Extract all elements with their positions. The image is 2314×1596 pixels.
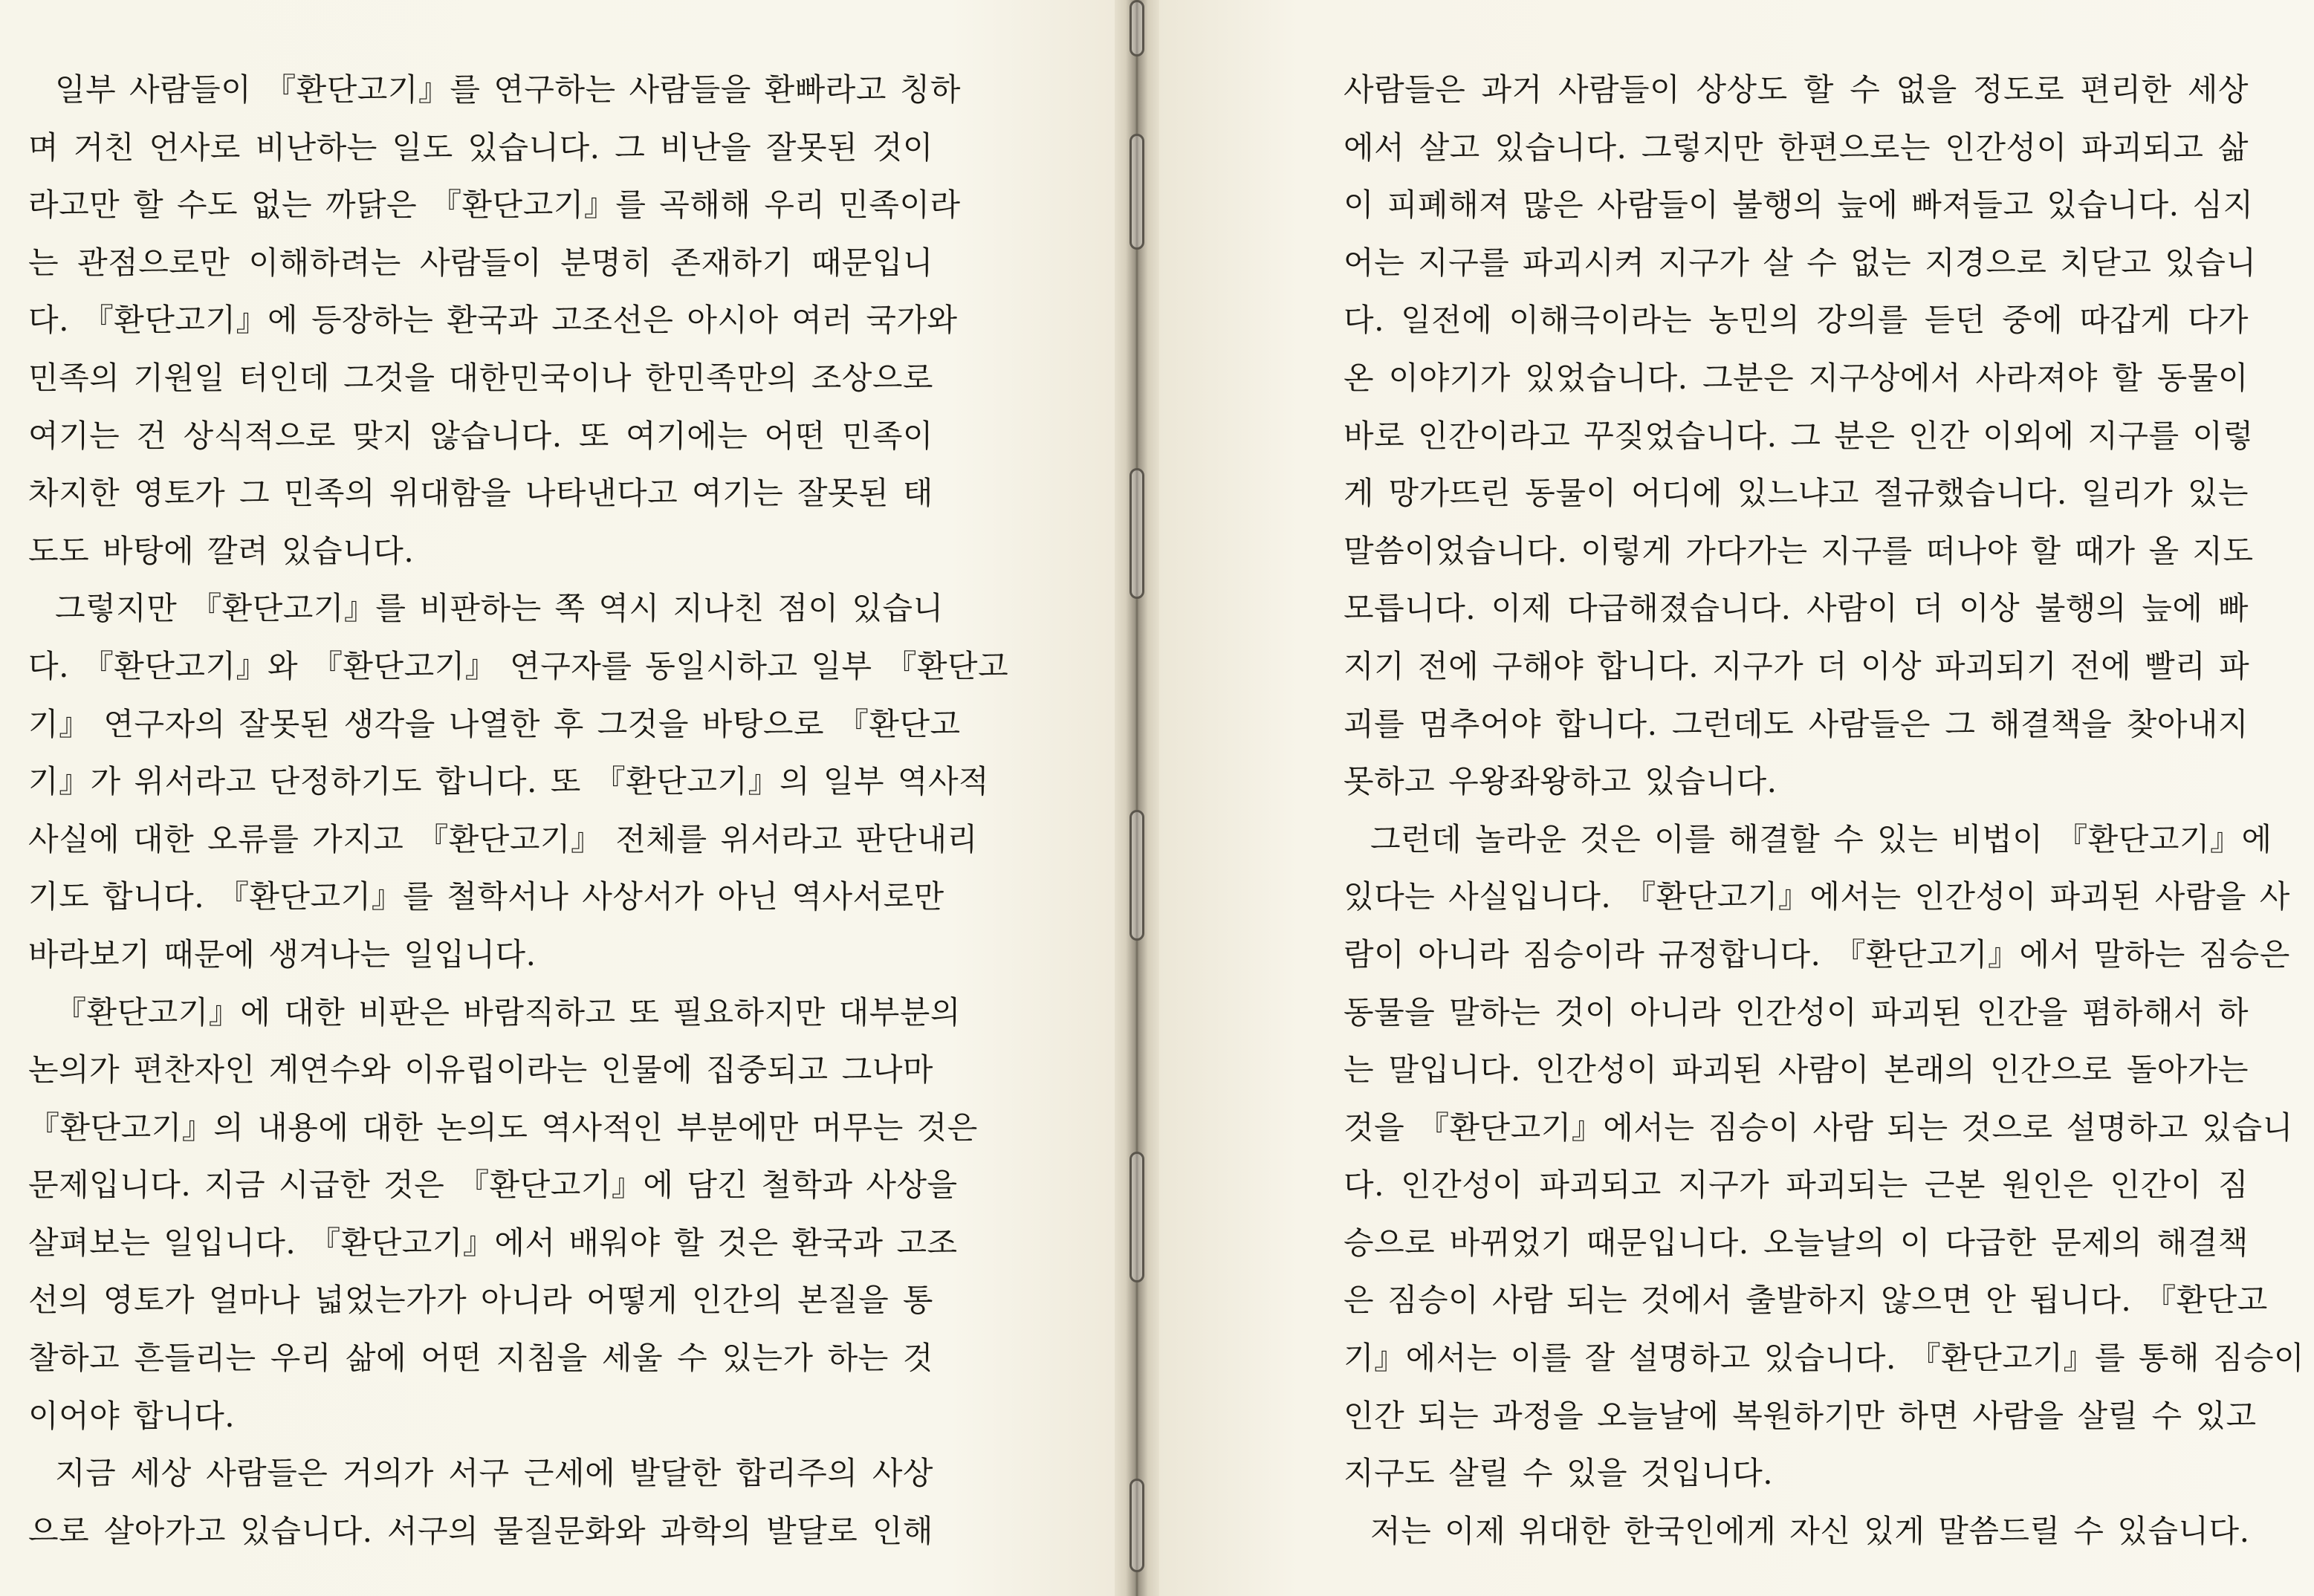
text-line: 괴를 멈추어야 합니다. 그런데도 사람들은 그 해결책을 찾아내지 bbox=[1344, 705, 2249, 742]
text-line: 차지한 영토가 그 민족의 위대함을 나타낸다고 여기는 잘못된 태 bbox=[28, 475, 933, 512]
text-line: 동물을 말하는 것이 아니라 인간성이 파괴된 인간을 폄하해서 하 bbox=[1344, 993, 2249, 1031]
binding-stitch bbox=[1130, 1152, 1144, 1282]
text-line: 으로 살아가고 있습니다. 서구의 물질문화와 과학의 발달로 인해 bbox=[28, 1512, 933, 1549]
text-line: 어는 지구를 파괴시켜 지구가 살 수 없는 지경으로 치닫고 있습니 bbox=[1344, 244, 2257, 281]
text-line: 이 피폐해져 많은 사람들이 불행의 늪에 빠져들고 있습니다. 심지 bbox=[1344, 186, 2254, 224]
text-line: 찰하고 흔들리는 우리 삶에 어떤 지침을 세울 수 있는가 하는 것 bbox=[28, 1340, 933, 1377]
text-line: 논의가 편찬자인 계연수와 이유립이라는 인물에 집중되고 그나마 bbox=[28, 1051, 933, 1089]
text-line: 이어야 합니다. bbox=[28, 1397, 236, 1434]
binding-stitch bbox=[1130, 468, 1144, 599]
text-line: 말씀이었습니다. 이렇게 가다가는 지구를 떠나야 할 때가 올 지도 bbox=[1344, 532, 2254, 569]
text-line: 바라보기 때문에 생겨나는 일입니다. bbox=[28, 935, 537, 973]
text-line: 모릅니다. 이제 다급해졌습니다. 사람이 더 이상 불행의 늪에 빠 bbox=[1344, 590, 2249, 627]
text-line: 는 관점으로만 이해하려는 사람들이 분명히 존재하기 때문입니 bbox=[28, 244, 933, 281]
text-line: 승으로 바뀌었기 때문입니다. 오늘날의 이 다급한 문제의 해결책 bbox=[1344, 1224, 2249, 1261]
text-line: 그렇지만 『환단고기』를 비판하는 쪽 역시 지나친 점이 있습니 bbox=[55, 590, 944, 627]
text-line: 에서 살고 있습니다. 그렇지만 한편으로는 인간성이 파괴되고 삶 bbox=[1344, 129, 2249, 166]
text-line: 『환단고기』의 내용에 대한 논의도 역사적인 부분에만 머무는 것은 bbox=[28, 1109, 978, 1146]
text-line: 일부 사람들이 『환단고기』를 연구하는 사람들을 환빠라고 칭하 bbox=[55, 71, 961, 108]
text-line: 사실에 대한 오류를 가지고 『환단고기』 전체를 위서라고 판단내리 bbox=[28, 820, 978, 857]
binding-stitch bbox=[1130, 1479, 1144, 1572]
text-line: 선의 영토가 얼마나 넓었는가가 아니라 어떻게 인간의 본질을 통 bbox=[28, 1282, 933, 1319]
text-line: 은 짐승이 사람 되는 것에서 출발하지 않으면 안 됩니다. 『환단고 bbox=[1344, 1282, 2268, 1319]
text-line: 있다는 사실입니다. 『환단고기』에서는 인간성이 파괴된 사람을 사 bbox=[1344, 878, 2290, 915]
text-line: 『환단고기』에 대한 비판은 바람직하고 또 필요하지만 대부분의 bbox=[55, 993, 961, 1031]
binding-stitch bbox=[1130, 134, 1144, 250]
text-line: 며 거친 언사로 비난하는 일도 있습니다. 그 비난을 잘못된 것이 bbox=[28, 129, 933, 166]
text-line: 다. 일전에 이해극이라는 농민의 강의를 듣던 중에 따갑게 다가 bbox=[1344, 302, 2249, 339]
text-line: 민족의 기원일 터인데 그것을 대한민국이나 한민족만의 조상으로 bbox=[28, 359, 933, 396]
text-line: 문제입니다. 지금 시급한 것은 『환단고기』에 담긴 철학과 사상을 bbox=[28, 1167, 958, 1204]
text-line: 다. 인간성이 파괴되고 지구가 파괴되는 근본 원인은 인간이 짐 bbox=[1344, 1167, 2249, 1204]
text-line: 라고만 할 수도 없는 까닭은 『환단고기』를 곡해해 우리 민족이라 bbox=[28, 186, 961, 224]
text-line: 온 이야기가 있었습니다. 그분은 지구상에서 사라져야 할 동물이 bbox=[1344, 359, 2249, 396]
text-line: 는 말입니다. 인간성이 파괴된 사람이 본래의 인간으로 돌아가는 bbox=[1344, 1051, 2249, 1089]
text-line: 기』에서는 이를 잘 설명하고 있습니다. 『환단고기』를 통해 짐승이 bbox=[1344, 1340, 2305, 1377]
text-line: 여기는 건 상식적으로 맞지 않습니다. 또 여기에는 어떤 민족이 bbox=[28, 417, 933, 454]
text-line: 살펴보는 일입니다. 『환단고기』에서 배워야 할 것은 환국과 고조 bbox=[28, 1224, 958, 1261]
binding-stitch bbox=[1130, 810, 1144, 941]
text-line: 지구도 살릴 수 있을 것입니다. bbox=[1344, 1455, 1774, 1492]
text-line: 인간 되는 과정을 오늘날에 복원하기만 하면 사람을 살릴 수 있고 bbox=[1344, 1397, 2257, 1434]
left-page-text bbox=[28, 61, 1009, 1560]
text-line: 게 망가뜨린 동물이 어디에 있느냐고 절규했습니다. 일리가 있는 bbox=[1344, 475, 2249, 512]
text-line: 사람들은 과거 사람들이 상상도 할 수 없을 정도로 편리한 세상 bbox=[1344, 71, 2249, 108]
text-line: 지기 전에 구해야 합니다. 지구가 더 이상 파괴되기 전에 빨리 파 bbox=[1344, 647, 2250, 684]
text-line: 도도 바탕에 깔려 있습니다. bbox=[28, 532, 415, 569]
text-line: 다. 『환단고기』와 『환단고기』 연구자를 동일시하고 일부 『환단고 bbox=[28, 647, 1009, 684]
text-line: 것을 『환단고기』에서는 짐승이 사람 되는 것으로 설명하고 있습니 bbox=[1344, 1109, 2293, 1146]
text-line: 기도 합니다. 『환단고기』를 철학서나 사상서가 아닌 역사서로만 bbox=[28, 878, 944, 915]
text-line: 기』 연구자의 잘못된 생각을 나열한 후 그것을 바탕으로 『환단고 bbox=[28, 705, 961, 742]
text-line: 바로 인간이라고 꾸짖었습니다. 그 분은 인간 이외에 지구를 이렇 bbox=[1344, 417, 2254, 454]
text-line: 저는 이제 위대한 한국인에게 자신 있게 말씀드릴 수 있습니다. bbox=[1370, 1512, 2250, 1549]
text-line: 지금 세상 사람들은 거의가 서구 근세에 발달한 합리주의 사상 bbox=[55, 1455, 933, 1492]
text-line: 람이 아니라 짐승이라 규정합니다. 『환단고기』에서 말하는 짐승은 bbox=[1344, 935, 2290, 973]
text-line: 기』가 위서라고 단정하기도 합니다. 또 『환단고기』의 일부 역사적 bbox=[28, 763, 990, 800]
binding-stitch bbox=[1130, 0, 1144, 56]
text-line: 못하고 우왕좌왕하고 있습니다. bbox=[1344, 763, 1777, 800]
right-page-text bbox=[1344, 61, 2305, 1560]
text-line: 다. 『환단고기』에 등장하는 환국과 고조선은 아시아 여러 국가와 bbox=[28, 302, 958, 339]
text-line: 그런데 놀라운 것은 이를 해결할 수 있는 비법이 『환단고기』에 bbox=[1370, 820, 2272, 857]
